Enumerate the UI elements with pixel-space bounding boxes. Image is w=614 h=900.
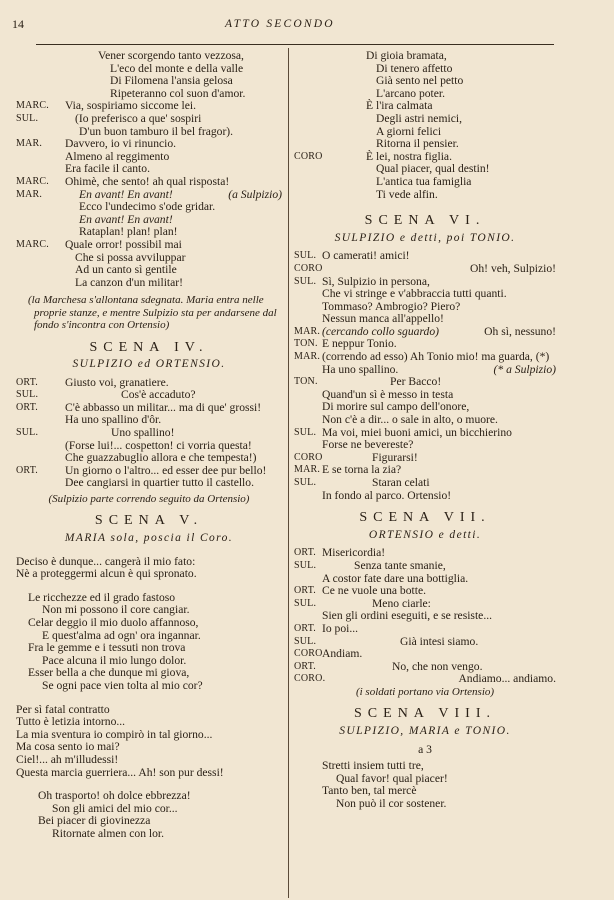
- column-divider: [288, 48, 289, 898]
- verse-block: [294, 760, 556, 810]
- verse-text: Di Filomena l'ansia gelosa: [110, 74, 233, 88]
- left-column: [16, 50, 282, 841]
- continued-text: Per Bacco!: [390, 375, 442, 389]
- speaker-label: [294, 610, 322, 623]
- verse-text: Di gioia bramata,: [366, 49, 447, 62]
- verse-text: Son gli amici del mio cor...: [52, 801, 178, 815]
- speaker-label: [16, 75, 65, 88]
- verse-text: Qual piacer, qual destin!: [376, 162, 490, 176]
- verse-text: E neppur Tonio.: [322, 337, 397, 351]
- verse-text: Tommaso? Ambrogio? Piero?: [322, 299, 461, 313]
- verse-text: Dee cangiarsi in quartier tutto il castello.: [65, 476, 254, 490]
- scene-heading: SCENA VIII.: [354, 706, 496, 722]
- speaker-label: [16, 440, 65, 453]
- speaker-label: [16, 163, 65, 176]
- text-line: [294, 351, 556, 364]
- speaker-label: MAR.: [294, 464, 321, 476]
- verse-text: Questa marcia guerriera... Ah! son pur dessi!: [16, 765, 224, 779]
- speaker-label: [294, 126, 322, 139]
- verse-text: Ma cosa sento io mai?: [16, 740, 120, 754]
- text-line: [294, 113, 556, 126]
- text-line: [16, 716, 282, 729]
- verse-text: L'eco del monte e della valle: [110, 61, 244, 75]
- verse-text: D'un buon tamburo il bel fragor).: [79, 124, 234, 138]
- verse-text: Giusto voi, granatiere.: [65, 375, 169, 389]
- verse-text: Vener scorgendo tanto vezzosa,: [98, 49, 244, 62]
- text-line: [16, 790, 282, 803]
- verse-text: Di tenero affetto: [376, 61, 453, 75]
- verse-text: Ha uno spallino.: [322, 362, 399, 376]
- speaker-label: SUL.: [294, 250, 317, 262]
- continued-text: Andiamo... andiamo.: [458, 672, 556, 686]
- verse-text: È lei, nostra figlia.: [366, 149, 452, 163]
- text-line: [16, 754, 282, 767]
- verse-text: Ohimè, che sento! ah qual risposta!: [65, 174, 230, 188]
- verse-text: [322, 263, 464, 276]
- text-line: [294, 376, 556, 389]
- speaker-label: ORT.: [294, 547, 316, 559]
- text-line: [16, 75, 282, 88]
- speaker-label: MAR.: [16, 138, 43, 150]
- text-line: [16, 427, 282, 440]
- speaker-label: [294, 63, 322, 76]
- verse-text: Non mi possono il core cangiar.: [42, 603, 190, 617]
- verse-text: Un giorno o l'altro... ed esser dee pur bello!: [65, 463, 267, 477]
- speaker-label: SUL.: [294, 477, 317, 488]
- speaker-label: SUL.: [294, 559, 317, 571]
- verse-text: Via, sospiriamo siccome lei.: [65, 99, 196, 113]
- text-line: [294, 313, 556, 326]
- speaker-label: [16, 452, 65, 465]
- scene-characters: SULPIZIO e detti, poi TONIO.: [334, 231, 516, 244]
- dialogue-block: [294, 250, 556, 502]
- speaker-label: CORO: [294, 451, 323, 463]
- speaker-label: [16, 126, 65, 139]
- speaker-label: [16, 252, 65, 265]
- text-line: [16, 617, 282, 630]
- verse-text: L'antica tua famiglia: [376, 174, 472, 188]
- verse-text: Ad un canto sì gentile: [75, 263, 177, 277]
- speaker-label: [294, 389, 322, 402]
- verse-text: En avant! En avant!: [79, 187, 173, 201]
- speaker-label: SUL.: [16, 389, 39, 401]
- text-line: [16, 767, 282, 780]
- text-line: [294, 760, 556, 773]
- verse-text: Non può il cor sostener.: [336, 796, 447, 810]
- scene-heading: SCENA VI.: [364, 213, 486, 229]
- verse-block: [294, 50, 556, 201]
- verse-text: Ti vede alfin.: [376, 187, 438, 201]
- verse-text: E quest'alma ad ogn' ora ingannar.: [42, 628, 201, 642]
- text-line: [16, 201, 282, 214]
- speaker-label: [294, 75, 322, 88]
- verse-text: Misericordia!: [322, 546, 386, 560]
- text-line: [16, 239, 282, 252]
- speaker-label: MARC.: [16, 238, 49, 250]
- speaker-label: [294, 313, 322, 326]
- text-line: [294, 785, 556, 798]
- verse-text: (cercando collo sguardo): [322, 324, 439, 338]
- speaker-label: [16, 414, 65, 427]
- text-line: [294, 661, 556, 674]
- verse-text: Se ogni pace vien tolta al mio cor?: [42, 678, 203, 692]
- recitative-block: [16, 556, 282, 581]
- speaker-label: ORT.: [16, 401, 38, 413]
- text-line: [16, 264, 282, 277]
- speaker-label: [294, 163, 322, 176]
- continued-text: Meno ciarle:: [372, 596, 431, 610]
- verse-text: E se torna la zia?: [322, 463, 402, 477]
- speaker-label: [16, 151, 65, 164]
- verse-text: Ce ne vuole una botte.: [322, 584, 426, 598]
- verse-text: A costor fate dare una bottiglia.: [322, 571, 469, 585]
- text-line: [294, 490, 556, 503]
- text-line: [16, 50, 282, 63]
- speaker-label: ORT.: [294, 622, 316, 634]
- verse-text: (correndo ad esso) Ah Tonio mio! ma guarda, (*): [322, 350, 550, 364]
- verse-block: [16, 50, 282, 289]
- text-line: [16, 680, 282, 693]
- speaker-label: MAR.: [294, 325, 321, 337]
- continued-text: Oh! veh, Sulpizio!: [470, 261, 556, 275]
- verse-text: [322, 598, 556, 611]
- text-line: [294, 477, 556, 490]
- scene-characters: SULPIZIO, MARIA e TONIO.: [339, 724, 511, 737]
- speaker-label: [16, 226, 65, 239]
- speaker-label: SUL.: [294, 275, 317, 287]
- speaker-label: [294, 301, 322, 314]
- speaker-label: [294, 414, 322, 427]
- speaker-label: [294, 439, 322, 452]
- text-line: [16, 138, 282, 151]
- verse-text: La mia sventura io compirò in tal giorno...: [16, 727, 213, 741]
- speaker-label: [294, 50, 322, 63]
- text-line: [294, 798, 556, 811]
- scene-heading: SCENA VII.: [359, 510, 491, 526]
- speaker-label: [294, 113, 322, 126]
- verse-text: Stretti insiem tutti tre,: [322, 759, 424, 773]
- verse-text: Ecco l'undecimo s'ode gridar.: [79, 200, 216, 214]
- speaker-label: MARC.: [16, 175, 49, 187]
- speaker-label: [294, 100, 322, 113]
- speaker-label: CORO.: [294, 673, 326, 685]
- verse-text: Deciso è dunque... cangerà il mio fato:: [16, 554, 196, 568]
- text-line: [294, 439, 556, 452]
- text-line: [294, 452, 556, 465]
- text-line: [294, 176, 556, 189]
- cabaletta-block: [16, 790, 282, 840]
- speaker-label: CORO: [294, 648, 323, 660]
- speaker-label: ORT.: [294, 585, 316, 597]
- speaker-label: SUL.: [294, 426, 317, 438]
- speaker-label: SUL.: [16, 427, 39, 439]
- verse-text: Forse ne bevereste?: [322, 438, 414, 452]
- speaker-label: [16, 477, 65, 490]
- verse-text: Quale orror! possibil mai: [65, 237, 182, 251]
- verse-text: Ha uno spallino d'ôr.: [65, 413, 162, 427]
- speaker-label: [294, 490, 322, 503]
- text-line: [16, 828, 282, 841]
- speaker-label: TON.: [294, 376, 318, 388]
- speaker-label: [294, 573, 322, 586]
- verse-text: (Io preferisco a que' sospiri: [75, 111, 202, 125]
- verse-text: Sì, Sulpizio in persona,: [322, 274, 430, 288]
- text-line: [294, 598, 556, 611]
- verse-text: Esser bella a che dunque mi giova,: [28, 666, 190, 680]
- speaker-label: SUL.: [294, 597, 317, 609]
- speaker-label: [294, 88, 322, 101]
- text-line: [294, 263, 556, 276]
- verse-text: Ma voi, miei buoni amici, un bicchierino: [322, 425, 512, 439]
- verse-text: Fra le gemme e i tessuti non trova: [28, 641, 186, 655]
- continued-text: Senza tante smanie,: [354, 558, 446, 572]
- text-line: [16, 277, 282, 290]
- speaker-label: [16, 50, 65, 63]
- speaker-label: [294, 138, 322, 151]
- verse-text: O camerati! amici!: [322, 249, 410, 263]
- verse-text: Almeno al reggimento: [65, 149, 170, 163]
- verse-text: Bei piacer di giovinezza: [38, 814, 151, 828]
- speaker-label: [294, 189, 322, 202]
- continued-text: (* a Sulpizio): [493, 362, 556, 376]
- text-line: [16, 176, 282, 189]
- verse-text: Rataplan! plan! plan!: [79, 225, 178, 239]
- verse-text: Tanto ben, tal mercè: [322, 784, 417, 798]
- verse-text: Di morire sul campo dell'onore,: [322, 400, 470, 414]
- speaker-label: [16, 201, 65, 214]
- speaker-label: ORT.: [16, 464, 38, 476]
- scene-characters: MARIA sola, poscia il Coro.: [64, 532, 234, 545]
- text-line: [16, 477, 282, 490]
- speaker-label: MAR.: [294, 351, 321, 363]
- speaker-label: [294, 364, 322, 377]
- verse-text: En avant! En avant!: [79, 212, 173, 226]
- verse-text: Nessun manca all'appello!: [322, 312, 444, 326]
- speaker-label: SUL.: [294, 635, 317, 647]
- speaker-label: [16, 88, 65, 101]
- stage-direction: (Sulpizio parte correndo seguito da Ortensio): [48, 493, 250, 506]
- verse-text: Pace alcuna il mio lungo dolor.: [42, 653, 187, 667]
- continued-text: Staran celati: [372, 476, 430, 489]
- verse-text: Già sento nel petto: [376, 74, 464, 88]
- text-line: [294, 414, 556, 427]
- verse-text: La canzon d'un militar!: [75, 275, 184, 289]
- verse-text: Per sì fatal contratto: [16, 702, 110, 716]
- verse-text: Ritornate almen con lor.: [52, 826, 165, 840]
- aria-block: [16, 592, 282, 693]
- verse-text: Qual favor! qual piacer!: [336, 771, 448, 785]
- text-line: [294, 50, 556, 63]
- continued-text: No, che non vengo.: [392, 659, 483, 673]
- verse-text: Celar deggio il mio duolo affannoso,: [28, 616, 199, 629]
- speaker-label: [294, 176, 322, 189]
- speaker-label: MAR.: [16, 188, 43, 200]
- text-line: [294, 288, 556, 301]
- verse-text: Tutto è letizia intorno...: [16, 715, 126, 729]
- speaker-label: SUL.: [16, 112, 39, 124]
- verse-text: Che vi stringe e v'abbraccia tutti quanti.: [322, 287, 507, 301]
- continued-text: Già intesi siamo.: [400, 634, 479, 648]
- text-line: [294, 636, 556, 649]
- verse-text: Che si possa avviluppar: [75, 250, 186, 264]
- speaker-label: [294, 401, 322, 414]
- text-line: [294, 585, 556, 598]
- speaker-label: CORO: [294, 150, 323, 162]
- verse-text: [322, 673, 452, 686]
- text-line: [294, 673, 556, 686]
- text-line: [16, 452, 282, 465]
- text-line: [16, 642, 282, 655]
- verse-text: L'arcano poter.: [376, 86, 446, 100]
- speaker-label: TON.: [294, 338, 318, 350]
- verse-text: Ripeteranno col suon d'amor.: [110, 86, 246, 100]
- stage-direction: (i soldati portano via Ortensio): [355, 685, 495, 698]
- header-rule: [36, 44, 554, 45]
- speaker-label: ORT.: [16, 376, 38, 388]
- ensemble-marker: a 3: [418, 742, 432, 756]
- text-line: [16, 113, 282, 126]
- dialogue-block: [16, 377, 282, 490]
- verse-text: Nè a proteggermi alcun è qui spronato.: [16, 567, 197, 581]
- text-line: [294, 560, 556, 573]
- verse-text: Oh trasporto! oh dolce ebbrezza!: [38, 789, 191, 803]
- right-column: [294, 50, 556, 810]
- text-line: [294, 138, 556, 151]
- speaker-label: [16, 63, 65, 76]
- speaker-label: CORO: [294, 262, 323, 274]
- continued-text: Figurarsi!: [372, 450, 418, 464]
- scene-heading: SCENA IV.: [89, 339, 209, 355]
- text-line: [294, 623, 556, 636]
- text-line: [294, 189, 556, 202]
- verse-text: [322, 452, 556, 465]
- continued-text: Cos'è accaduto?: [121, 388, 196, 402]
- verse-text: [322, 477, 556, 490]
- verse-text: Io poi...: [322, 621, 359, 635]
- text-line: [16, 389, 282, 402]
- recitative-block: [16, 704, 282, 780]
- verse-text: È l'ira calmata: [366, 99, 433, 113]
- speaker-label: MARC.: [16, 100, 49, 112]
- scene-characters: ORTENSIO e detti.: [368, 528, 482, 541]
- dialogue-block: [294, 547, 556, 686]
- verse-text: Davvero, io vi rinuncio.: [65, 137, 177, 151]
- continued-text: (a Sulpizio): [228, 187, 282, 201]
- running-title: ATTO SECONDO: [225, 18, 335, 30]
- continued-text: Oh sì, nessuno!: [484, 324, 556, 338]
- verse-text: Non c'è a dir... o sale in alto, o muore.: [322, 413, 498, 427]
- text-line: [16, 568, 282, 581]
- verse-text: Andiam.: [322, 647, 363, 661]
- verse-text: Quand'un sì è messo in testa: [322, 387, 454, 401]
- verse-text: Le ricchezze ed il grado fastoso: [28, 590, 176, 604]
- verse-text: Che guazzabuglio allora e che tempesta!): [65, 451, 257, 465]
- verse-text: Sien gli ordini eseguiti, e se resiste...: [322, 609, 493, 623]
- page-number: 14: [12, 17, 24, 31]
- verse-text: Degli astri nemici,: [376, 111, 462, 125]
- speaker-label: [16, 264, 65, 277]
- verse-text: Era facile il canto.: [65, 162, 150, 176]
- continued-text: Uno spallino!: [111, 426, 175, 440]
- speaker-label: [16, 214, 65, 227]
- verse-text: In fondo al parco. Ortensio!: [322, 488, 452, 502]
- scene-heading: SCENA V.: [94, 513, 204, 529]
- text-line: [294, 75, 556, 88]
- scene-characters: SULPIZIO ed ORTENSIO.: [72, 358, 226, 371]
- stage-direction: (la Marchesa s'allontana sdegnata. Maria entra nelle proprie stanze, e mentre Sulpizio sta per andarsene dal fondo s'incontra con Ortensio): [28, 294, 277, 332]
- speaker-label: [294, 288, 322, 301]
- verse-text: A giorni felici: [376, 124, 442, 138]
- verse-text: Ritorna il pensier.: [376, 137, 459, 151]
- verse-text: C'è abbasso un militar... ma di que' grossi!: [65, 400, 262, 414]
- verse-text: (Forse lui!... cospetton! ci vorria questa!: [65, 438, 252, 452]
- text-line: [294, 648, 556, 661]
- speaker-label: [16, 277, 65, 290]
- speaker-label: ORT.: [294, 660, 316, 672]
- verse-text: Ciel!... ah m'illudessi!: [16, 752, 119, 766]
